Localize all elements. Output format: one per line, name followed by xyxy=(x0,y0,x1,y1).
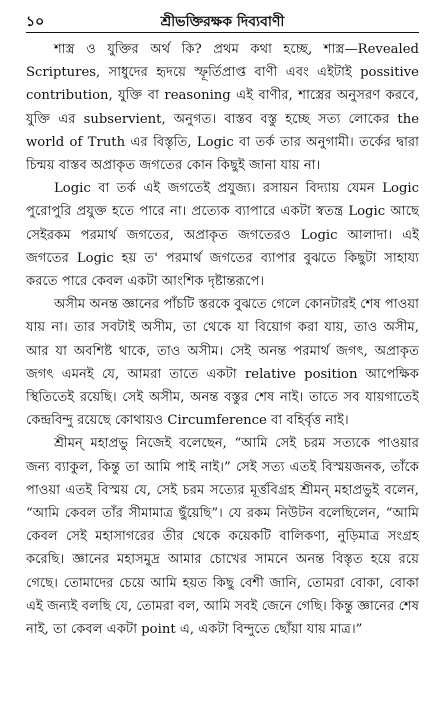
paragraph: Logic বা তর্ক এই জগতেই প্রযুজ্য। রসায়ন বিদ্যায় যেমন Logic পুরোপুরি প্রযুক্ত হতে পারে না। প্রত্যেক ব্যাপারে একটা স্বতন্ত্র Logic আছে সেইরকম পরমার্থ জগতের, অপ্রাকৃত জগতেরও Logic আলাদা। এই জগতের Logic হয় ত' পরমার্থ জগতের ব্যাপার বুঝতে কিছুটা সাহায্য করতে পারে কেবল একটা আংশিক দৃষ্টান্তরূপে। xyxy=(26,181,419,290)
paragraph: অসীম অনন্ত জ্ঞানের পাঁচটি স্তরকে বুঝতে গেলে কোনটারই শেষ পাওয়া যায় না। তার সবটাই অসীম, তা থেকে যা বিয়োগ করা যায়, তাও অসীম, আর যা অবশিষ্ট থাকে, তাও অসীম। সেই অনন্ত পরমার্থ জগৎ, অপ্রাকৃত জগৎ এমনই যে, আমরা তাতে একটা relative position আপেক্ষিক স্থিতিতেই রয়েছি। সেই অসীম, অনন্ত বস্তুর শেষ নাই। তাতে সব যায়গাতেই কেন্দ্রবিন্দু রয়েছে কোথায়ও Circumference বা বহির্বৃত্ত নাই। xyxy=(26,297,419,429)
paragraph: শ্রীমন্ মহাপ্রভু নিজেই বলেছেন, “আমি সেই চরম সত্যকে পাওয়ার জন্য ব্যাকুল, কিন্তু তা আমি পাই নাই।” সেই সত্য এতই বিস্ময়জনক, তাঁকে পাওয়া এতই বিস্ময় যে, সেই চরম সত্যের মূর্ত্তবিগ্রহ শ্রীমন্ মহাপ্রভুই বলেন, “আমি কেবল তাঁর সীমামাত্র ছুঁয়েছি”। যে রকম নিউটন বলেছিলেন, “আমি কেবল সেই মহাসাগরের তীর থেকে কয়েকটি বালিকণা, নুড়িমাত্র সংগ্রহ করেছি। জ্ঞানের মহাসমুদ্র আমার চোখের সামনে অনন্ত বিস্তৃত হয়ে রয়ে গেছে। তোমাদের চেয়ে আমি হয়ত কিছু বেশী জানি, তোমরা বোকা, বোকা এই জন্যই বলছি যে, তোমরা বল, আমি সবই জেনে গেছি। কিন্তু জ্ঞানের শেষ নাই, তা কেবল একটা point এ, একটা বিন্দুতে ছোঁয়া যায় মাত্র।” xyxy=(26,436,419,638)
page-header xyxy=(26,6,419,33)
page-number: ১০ xyxy=(26,14,45,30)
paragraph: শাস্ত্র ও যুক্তির অর্থ কি? প্রথম কথা হচ্ছে, শাস্ত্র—Revealed Scriptures, সাধুদের হৃদয়ে স্ফূর্তিপ্রাপ্ত বাণী এবং এইটাই possitive contribution, যুক্তি বা reasoning এই বাণীর, শাস্ত্রের অনুসরণ করবে, যুক্তি এর subservient, অনুগত। বাস্তব বস্তু হচ্ছে সত্য লোকের the world of Truth এর বিস্তৃতি, Logic বা তর্ক তার অনুগামী। তর্কের দ্বারা চিন্ময় বাস্তব অপ্রাকৃত জগতের কোন কিছুই জানা যায় না। xyxy=(26,42,419,174)
body-text xyxy=(26,38,419,641)
running-title: শ্রীভক্তিরক্ষক দিব্যবাণী xyxy=(160,14,285,30)
